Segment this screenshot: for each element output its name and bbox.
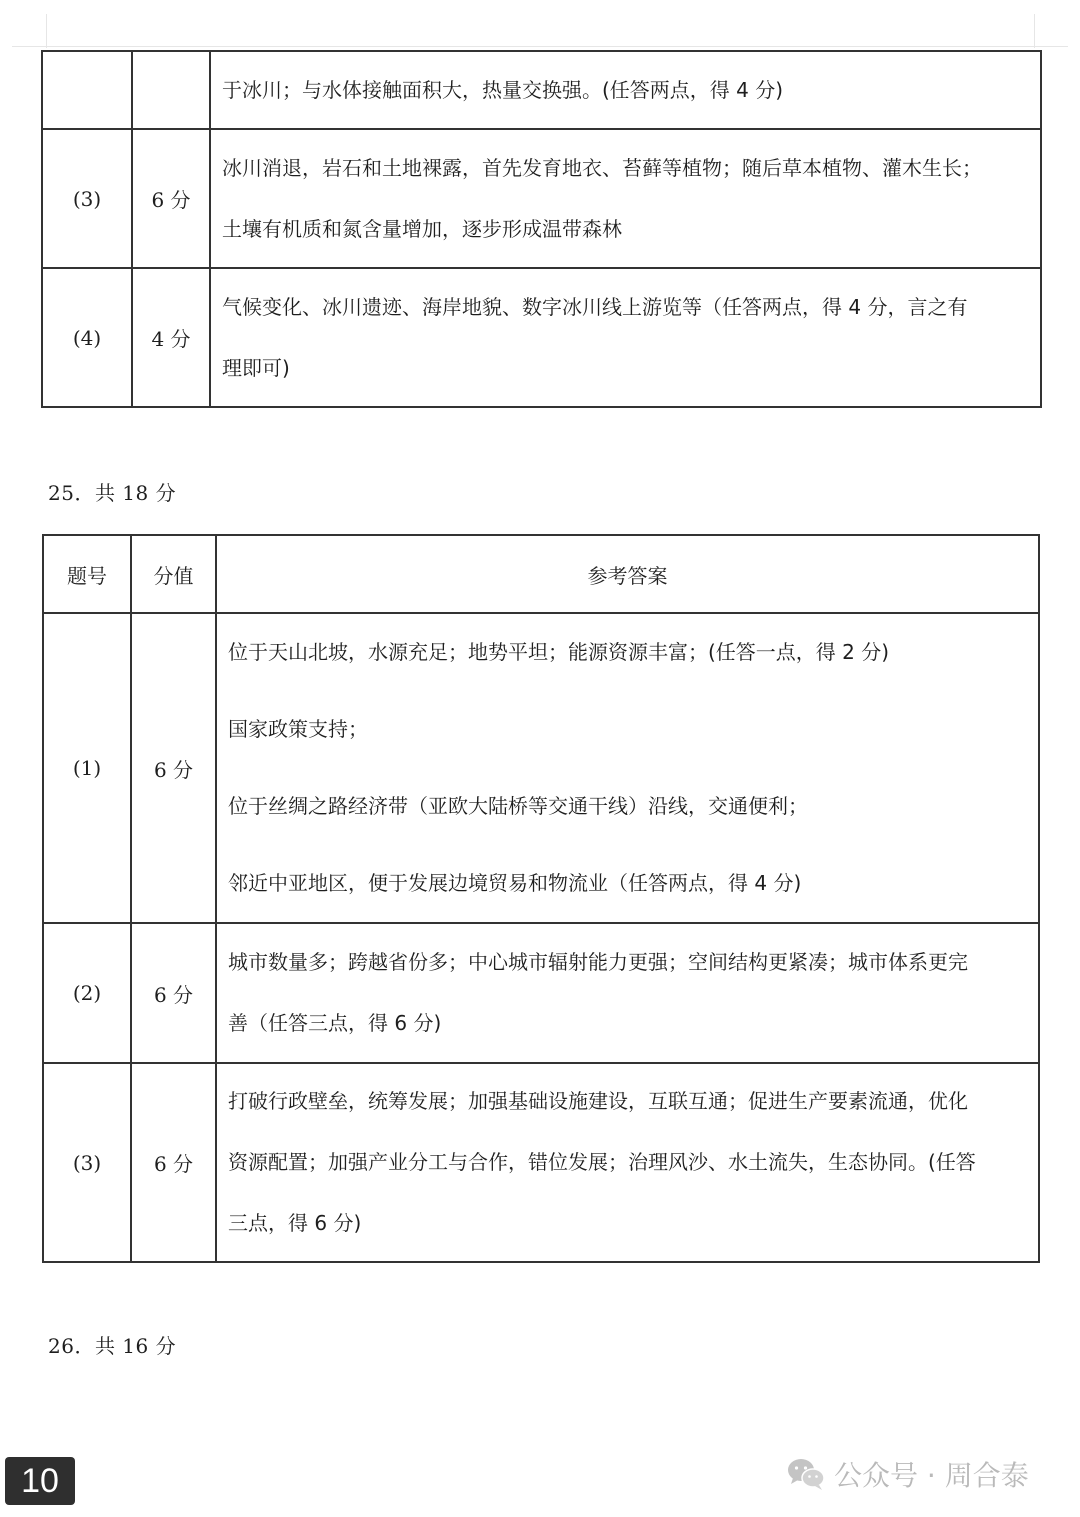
score-cell: 6 分	[131, 923, 216, 1063]
answer-line: 冰川消退，岩石和土地裸露，首先发育地衣、苔藓等植物；随后草本植物、灌木生长；	[222, 155, 982, 180]
column-header-answer: 参考答案	[216, 535, 1039, 613]
table-row	[43, 923, 1039, 1063]
answer-line: 理即可)	[222, 355, 290, 380]
answer-line: 国家政策支持；	[228, 717, 368, 741]
answer-table-25	[42, 534, 1040, 1263]
answer-line: 三点，得 6 分)	[228, 1211, 362, 1235]
question-number-cell: (3)	[43, 1063, 131, 1262]
page-corner-mark-right	[1034, 14, 1035, 48]
watermark	[786, 1454, 1029, 1494]
answer-cell	[210, 51, 1041, 129]
answer-line: 城市数量多；跨越省份多；中心城市辐射能力更强；空间结构更紧凑；城市体系更完	[228, 950, 968, 974]
table-header-row	[43, 535, 1039, 613]
table-row	[42, 268, 1041, 407]
answer-line: 位于天山北坡，水源充足；地势平坦；能源资源丰富；(任答一点，得 2 分)	[228, 640, 890, 664]
table-row	[43, 613, 1039, 923]
answer-cell	[210, 268, 1041, 407]
answer-line: 打破行政壁垒，统筹发展；加强基础设施建设，互联互通；促进生产要素流通，优化	[228, 1089, 968, 1113]
answer-line: 土壤有机质和氮含量增加，逐步形成温带森林	[222, 216, 622, 241]
question-number-cell	[42, 51, 132, 129]
wechat-icon	[786, 1457, 826, 1491]
question-number-cell: (3)	[42, 129, 132, 268]
score-cell: 4 分	[132, 268, 210, 407]
answer-line: 邻近中亚地区，便于发展边境贸易和物流业（任答两点，得 4 分)	[228, 871, 802, 895]
answer-table-24	[41, 50, 1042, 408]
watermark-text: 公众号 · 周合泰	[834, 1459, 1029, 1492]
table-row	[43, 1063, 1039, 1262]
column-header-number: 题号	[43, 535, 131, 613]
question-number-cell: (2)	[43, 923, 131, 1063]
answer-cell	[216, 923, 1039, 1063]
answer-line: 资源配置；加强产业分工与合作，错位发展；治理风沙、水土流失，生态协同。(任答	[228, 1150, 976, 1174]
score-cell: 6 分	[131, 1063, 216, 1262]
table-row	[42, 129, 1041, 268]
answer-line: 于冰川；与水体接触面积大，热量交换强。(任答两点，得 4 分)	[222, 77, 784, 102]
score-cell: 6 分	[132, 129, 210, 268]
question-number-cell: (4)	[42, 268, 132, 407]
answer-cell	[216, 1063, 1039, 1262]
score-cell: 6 分	[131, 613, 216, 923]
section-title-26: 26．共 16 分	[48, 1334, 177, 1358]
answer-cell	[216, 613, 1039, 923]
score-cell	[132, 51, 210, 129]
answer-line: 气候变化、冰川遗迹、海岸地貌、数字冰川线上游览等（任答两点，得 4 分，言之有	[222, 294, 968, 319]
table-row	[42, 51, 1041, 129]
answer-cell	[210, 129, 1041, 268]
section-title-25: 25．共 18 分	[48, 481, 177, 505]
page-corner-mark-left	[46, 14, 47, 48]
answer-line: 善（任答三点，得 6 分)	[228, 1011, 442, 1035]
column-header-score: 分值	[131, 535, 216, 613]
page-top-rule	[12, 46, 1068, 47]
question-number-cell: (1)	[43, 613, 131, 923]
page-number-badge: 10	[5, 1457, 75, 1505]
answer-line: 位于丝绸之路经济带（亚欧大陆桥等交通干线）沿线，交通便利；	[228, 794, 808, 818]
